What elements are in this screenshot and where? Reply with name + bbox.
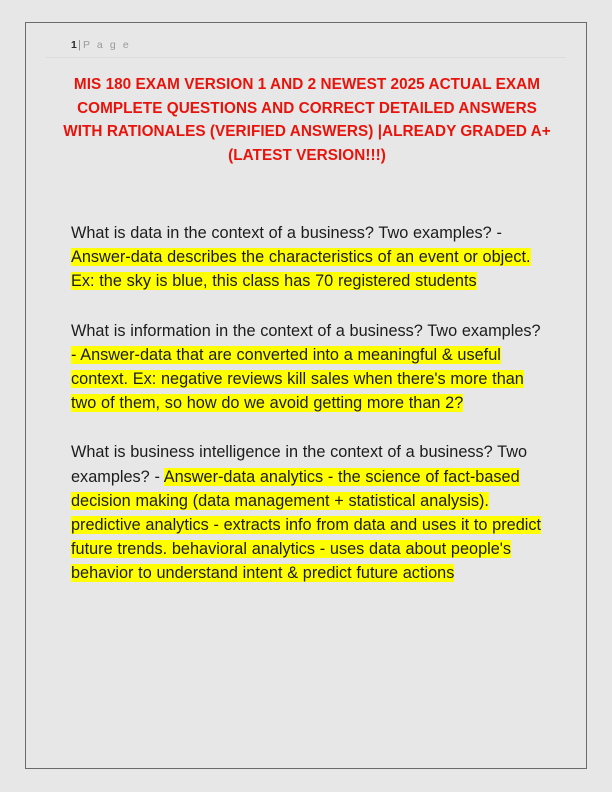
answer-text: Answer-data analytics - the science of fact-based decision making (data management + statistical analysis). predictive analytics - extracts info from data and uses it to predict future trends. behavioral analytics - uses data about people's behavior to understand intent & predict future actions	[71, 467, 542, 583]
qa-item	[71, 319, 549, 416]
document-title: MIS 180 EXAM VERSION 1 AND 2 NEWEST 2025 ACTUAL EXAM COMPLETE QUESTIONS AND CORRECT DETAILED ANSWERS WITH RATIONALES (VERIFIED ANSWERS) |ALREADY GRADED A+ (LATEST VERSION!!!)	[63, 76, 551, 164]
header-separator: |	[78, 39, 81, 51]
page-number: 1	[71, 39, 78, 51]
qa-content	[71, 221, 549, 586]
document-page	[25, 22, 587, 769]
qa-item	[71, 221, 549, 294]
page-header	[71, 35, 566, 57]
question-text: What is data in the context of a business? Two examples? -	[71, 224, 502, 242]
question-text: What is information in the context of a business? Two examples?	[71, 321, 541, 340]
question-text: What is business intelligence in the context of a business? Two examples? -	[71, 443, 528, 486]
answer-text: Answer-data describes the characteristics of an event or object. Ex: the sky is blue, this class has 70 registered students	[71, 248, 531, 291]
page-label: P a g e	[83, 39, 131, 51]
header-divider	[46, 57, 566, 58]
answer-text: - Answer-data that are converted into a meaningful & useful context. Ex: negative reviews kill sales when there's more than two of them, so how do we avoid getting more than 2?	[71, 345, 524, 413]
qa-item	[71, 440, 549, 585]
